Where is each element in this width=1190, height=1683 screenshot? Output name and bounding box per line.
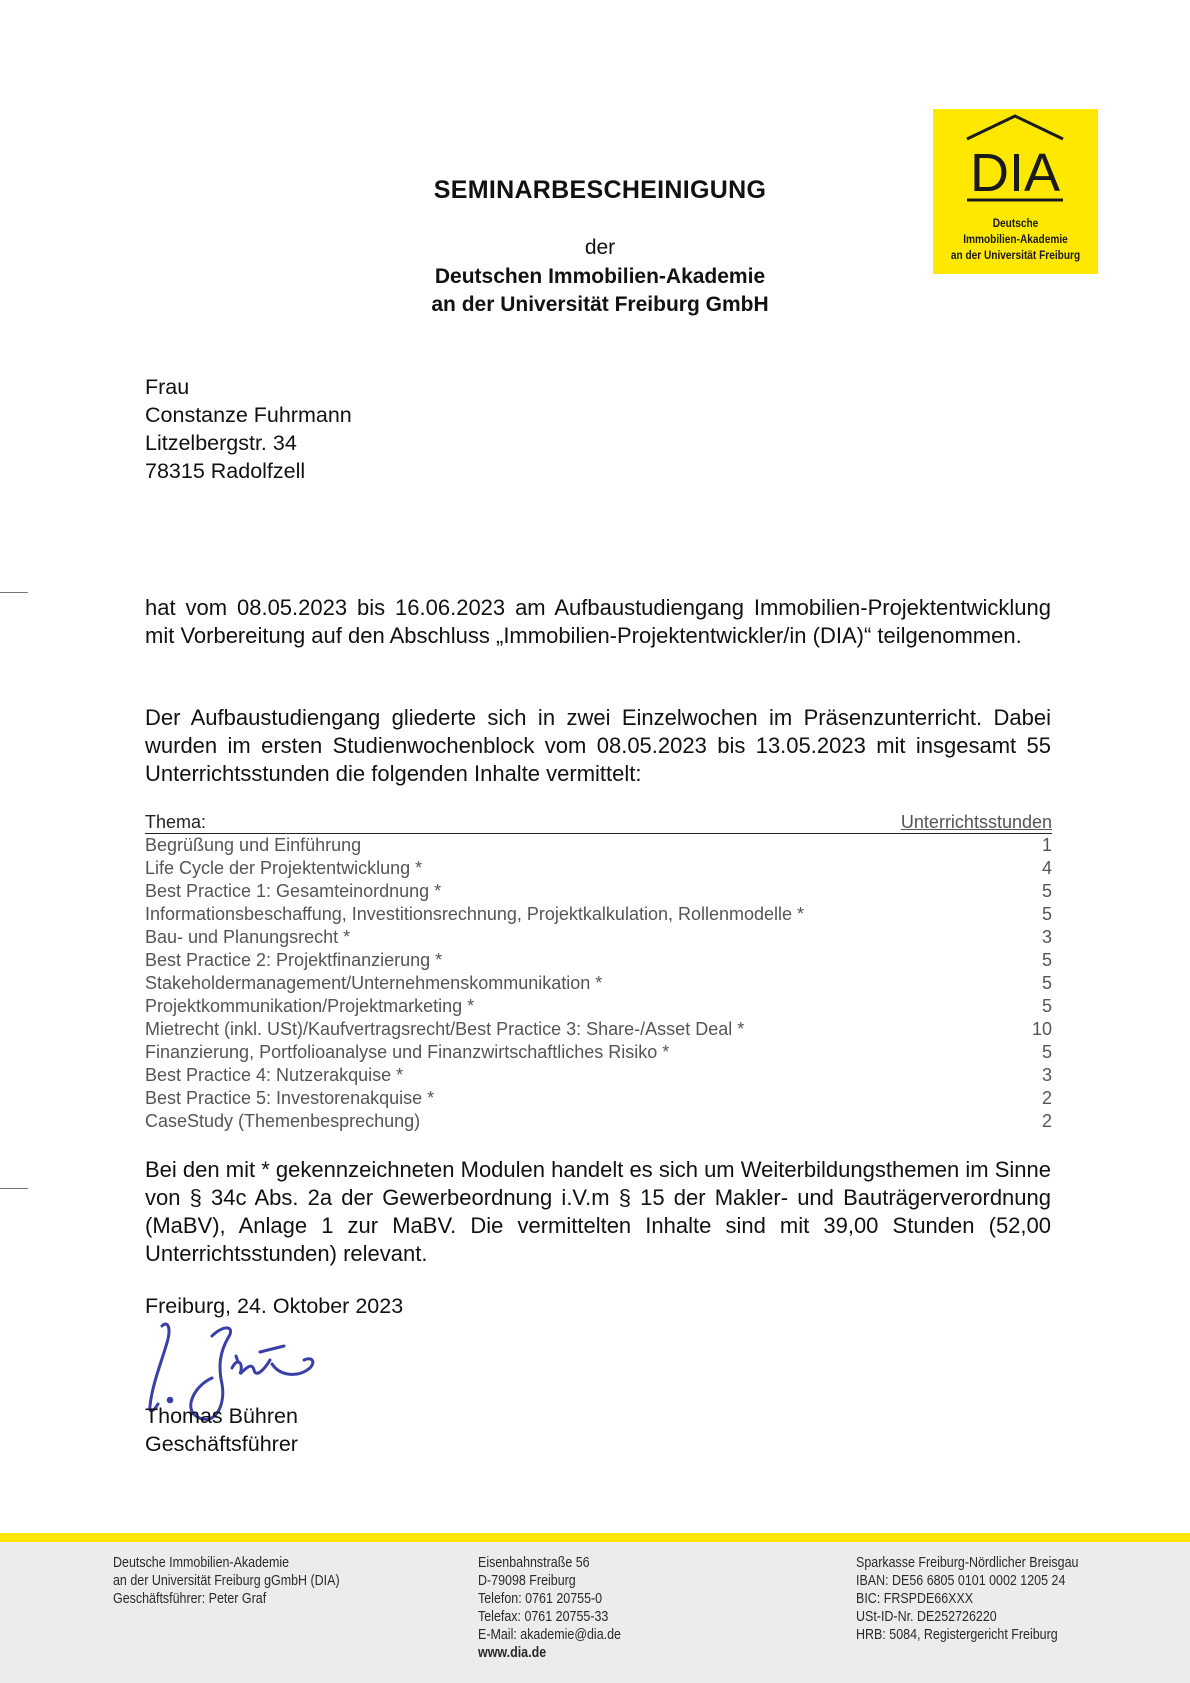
header-topic: Thema: [145,812,207,832]
row-hours: 2 [1041,1088,1052,1108]
signer-title: Geschäftsführer [145,1432,298,1456]
footer-line: Eisenbahnstraße 56 [478,1555,590,1571]
table-row [145,1018,1052,1041]
header-der: der [584,236,616,259]
footer-bank-info [856,1554,1078,1644]
issuing-organization [300,263,900,319]
footer-website-link[interactable]: www.dia.de [478,1645,547,1661]
table-row [145,857,1052,880]
row-topic: Bau- und Planungsrecht * [145,927,351,947]
row-hours: 5 [1041,996,1052,1016]
row-topic: CaseStudy (Themenbesprechung) [145,1111,421,1131]
letterhead-footer [0,1542,1190,1683]
row-topic: Projektkommunikation/Projektmarketing * [145,996,475,1016]
row-topic: Life Cycle der Projektentwicklung * [145,858,423,878]
dia-logo [933,109,1098,274]
recipient-name: Constanze Fuhrmann [145,403,352,427]
footer-email-link[interactable]: E-Mail: akademie@dia.de [478,1627,621,1643]
logo-acronym: DIA [969,143,1061,203]
footer-stripe [0,1533,1190,1542]
row-hours: 5 [1041,950,1052,970]
footer-line: Sparkasse Freiburg-Nördlicher Breisgau [856,1555,1079,1571]
footer-line: Telefax: 0761 20755-33 [478,1609,609,1625]
table-row [145,995,1052,1018]
logo-line: Immobilien-Akademie [963,234,1068,246]
header-hours: Unterrichtsstunden [900,812,1052,832]
footer-line: D-79098 Freiburg [478,1573,576,1589]
row-topic: Finanzierung, Portfolioanalyse und Finanzwirtschaftliches Risiko * [145,1042,670,1062]
row-hours: 3 [1041,1065,1052,1085]
signer-name: Thomas Bühren [145,1404,298,1428]
table-row [145,1064,1052,1087]
recipient-address [145,373,352,485]
logo-subtitle [943,216,1088,264]
footer-line: Telefon: 0761 20755-0 [478,1591,603,1607]
recipient-salutation: Frau [145,375,190,399]
row-hours: 10 [1031,1019,1052,1039]
row-hours: 5 [1041,881,1052,901]
table-row [145,880,1052,903]
footer-line: IBAN: DE56 6805 0101 0002 1205 24 [856,1573,1066,1589]
topics-table [145,811,1052,1133]
footer-line: USt-ID-Nr. DE252726220 [856,1609,997,1625]
logo-line: an der Universität Freiburg [950,250,1081,262]
signer-block [145,1402,298,1458]
recipient-street: Litzelbergstr. 34 [145,431,297,455]
structure-paragraph: Der Aufbaustudiengang gliederte sich in zwei Einzelwochen im Präsenzunterricht. Dabei wurden im ersten Studienwochenblock vom 08.05.2023 bis 13.05.2023 mit insgesamt 55 Unterrichtsstunden die folgenden Inhalte vermittelt: [145,705,1051,786]
participation-paragraph: hat vom 08.05.2023 bis 16.06.2023 am Aufbaustudiengang Immobilien-Projektentwicklung mit Vorbereitung auf den Abschluss „Immobilien-Projektentwickler/in (DIA)“ teilgenommen. [145,595,1051,648]
fold-mark-top [0,592,28,593]
row-topic: Best Practice 5: Investorenakquise * [145,1088,435,1108]
table-header [145,811,1052,834]
row-hours: 3 [1041,927,1052,947]
table-row [145,834,1052,857]
legal-note-paragraph: Bei den mit * gekennzeichneten Modulen handelt es sich um Weiterbildungsthemen im Sinne von § 34c Abs. 2a der Gewerbeordnung i.V.m § 15 der Makler- und Bauträgerverordnung (MaBV), Anlage 1 zur MaBV. Die vermittelten Inhalte sind mit 39,00 Stunden (52,00 Unterrichtsstunden) relevant. [145,1157,1051,1266]
house-roof-icon [933,109,1098,219]
table-row [145,949,1052,972]
table-row [145,1041,1052,1064]
footer-company-info [113,1554,340,1608]
org-line-2: an der Universität Freiburg GmbH [431,293,769,316]
footer-line: Deutsche Immobilien-Akademie [113,1555,290,1571]
row-hours: 1 [1041,835,1052,855]
org-line-1: Deutschen Immobilien-Akademie [434,265,766,288]
table-row [145,972,1052,995]
recipient-city: 78315 Radolfzell [145,459,306,483]
row-topic: Best Practice 1: Gesamteinordnung * [145,881,442,901]
table-row [145,1110,1052,1133]
row-topic: Informationsbeschaffung, Investitionsrechnung, Projektkalkulation, Rollenmodelle * [145,904,805,924]
footer-line: Geschäftsführer: Peter Graf [113,1591,267,1607]
logo-line: Deutsche [992,218,1039,230]
row-topic: Begrüßung und Einführung [145,835,362,855]
row-topic: Mietrecht (inkl. USt)/Kaufvertragsrecht/Best Practice 3: Share-/Asset Deal * [145,1019,745,1039]
document-title: SEMINARBESCHEINIGUNG [433,176,767,204]
fold-mark-bottom [0,1188,28,1189]
row-hours: 2 [1041,1111,1052,1131]
footer-line: BIC: FRSPDE66XXX [856,1591,974,1607]
footer-line: HRB: 5084, Registergericht Freiburg [856,1627,1058,1643]
row-hours: 5 [1041,1042,1052,1062]
row-hours: 5 [1041,973,1052,993]
table-row [145,926,1052,949]
row-hours: 4 [1041,858,1052,878]
table-row [145,1087,1052,1110]
row-hours: 5 [1041,904,1052,924]
row-topic: Best Practice 2: Projektfinanzierung * [145,950,443,970]
footer-contact-info [478,1554,621,1662]
row-topic: Stakeholdermanagement/Unternehmenskommunikation * [145,973,603,993]
row-topic: Best Practice 4: Nutzerakquise * [145,1065,404,1085]
place-date: Freiburg, 24. Oktober 2023 [145,1294,404,1318]
footer-line: an der Universität Freiburg gGmbH (DIA) [113,1573,340,1589]
table-row [145,903,1052,926]
